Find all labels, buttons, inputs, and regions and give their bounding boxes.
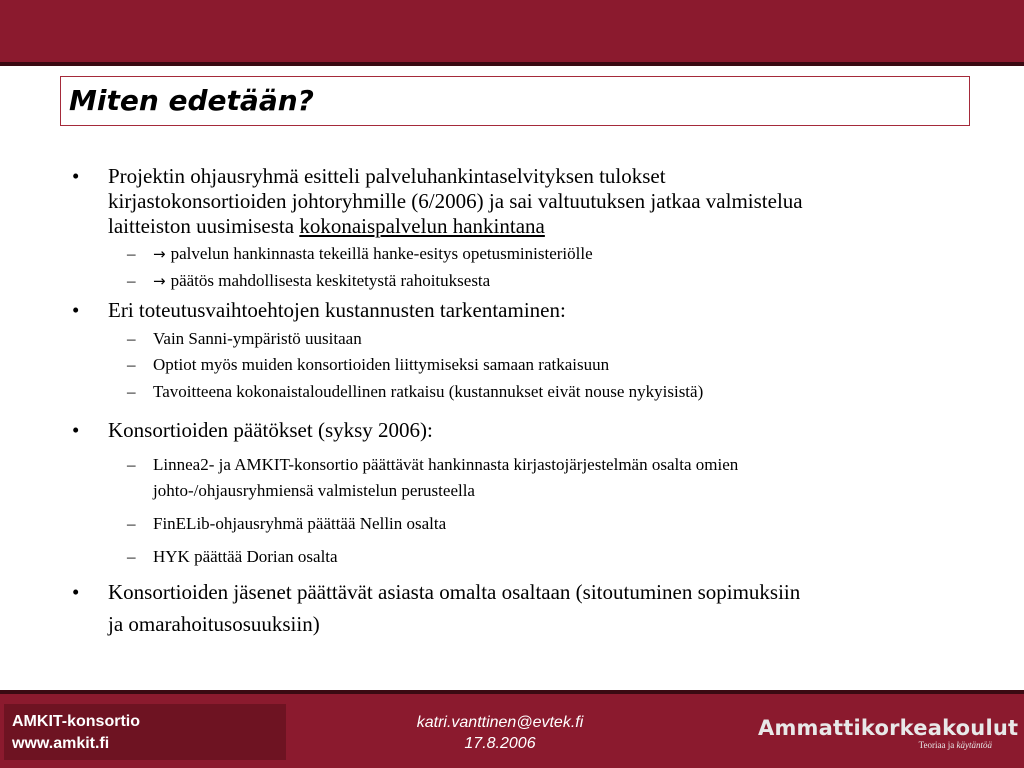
dash-marker: –: [127, 329, 136, 348]
bullet-3-sub-2-text: FinELib-ohjausryhmä päättää Nellin osalta: [153, 514, 447, 533]
bullet-1-line-1: Projektin ohjausryhmä esitteli palveluhankintaselvityksen tulokset: [108, 164, 666, 188]
logo-tagline-italic: käytäntöä: [956, 740, 992, 750]
bullet-1-line-3-text: laitteiston uusimisesta: [108, 214, 300, 238]
bullet-marker: •: [72, 298, 80, 322]
bullet-3-text: Konsortioiden päätökset (syksy 2006):: [108, 418, 433, 442]
footer-email: katri.vanttinen@evtek.fi: [416, 714, 584, 731]
bullet-marker: •: [72, 580, 80, 604]
logo-tagline: [758, 740, 994, 751]
bullet-4-line-2: ja omarahoitusosuuksiin): [108, 612, 320, 636]
footer-contact: [360, 712, 640, 754]
footer-url: www.amkit.fi: [12, 735, 110, 752]
logo-text: Ammattikorkeakoulut: [758, 716, 1019, 740]
kokonaispalvelu-link: kokonaispalvelun hankintana: [299, 214, 545, 238]
dash-marker: –: [127, 514, 136, 533]
slide-title: Miten edetään?: [69, 84, 314, 117]
bullet-3-sub-1-line-1: Linnea2- ja AMKIT-konsortio päättävät hankinnasta kirjastojärjestelmän osalta omien: [153, 455, 739, 474]
bullet-2-sub-1-text: Vain Sanni-ympäristö uusitaan: [153, 329, 362, 348]
bullet-marker: •: [72, 164, 80, 188]
logo-tagline-plain: Teoriaa ja: [918, 740, 957, 750]
footer-org-block: [4, 704, 286, 760]
footer: [0, 694, 1024, 768]
bullet-2-sub-2-text: Optiot myös muiden konsortioiden liittymiseksi samaan ratkaisuun: [153, 355, 610, 374]
dash-marker: –: [127, 455, 136, 474]
bullet-2-text: Eri toteutusvaihtoehtojen kustannusten tarkentaminen:: [108, 298, 566, 322]
bullet-1-line-3: [108, 214, 968, 239]
bullet-1-line-2: kirjastokonsortioiden johtoryhmille (6/2006) ja sai valtuutuksen jatkaa valmistelua: [108, 189, 803, 213]
bullet-1-sub-2-text: päätös mahdollisesta keskitetystä rahoituksesta: [170, 271, 491, 290]
bullet-4-line-1: Konsortioiden jäsenet päättävät asiasta omalta osaltaan (sitoutuminen sopimuksiin: [108, 580, 801, 604]
dash-marker: –: [127, 547, 136, 566]
dash-marker: –: [127, 355, 136, 374]
bullet-marker: •: [72, 418, 80, 442]
ammattikorkeakoulut-logo: [758, 716, 1019, 751]
arrow-right-icon: →: [153, 272, 166, 290]
bullet-3-sub-3-text: HYK päättää Dorian osalta: [153, 547, 338, 566]
arrow-right-icon: →: [153, 245, 166, 263]
bullet-1-sub-1-text: palvelun hankinnasta tekeillä hanke-esitys opetusministeriölle: [170, 244, 593, 263]
footer-org: AMKIT-konsortio: [12, 713, 140, 730]
dash-marker: –: [127, 271, 136, 290]
bullet-2-sub-3-text: Tavoitteena kokonaistaloudellinen ratkaisu (kustannukset eivät nouse nykyisistä): [153, 382, 704, 401]
dash-marker: –: [127, 244, 136, 263]
dash-marker: –: [127, 382, 136, 401]
footer-date: 17.8.2006: [464, 735, 536, 752]
bullet-3-sub-1-line-2: johto-/ohjausryhmiensä valmistelun perusteella: [153, 481, 475, 500]
